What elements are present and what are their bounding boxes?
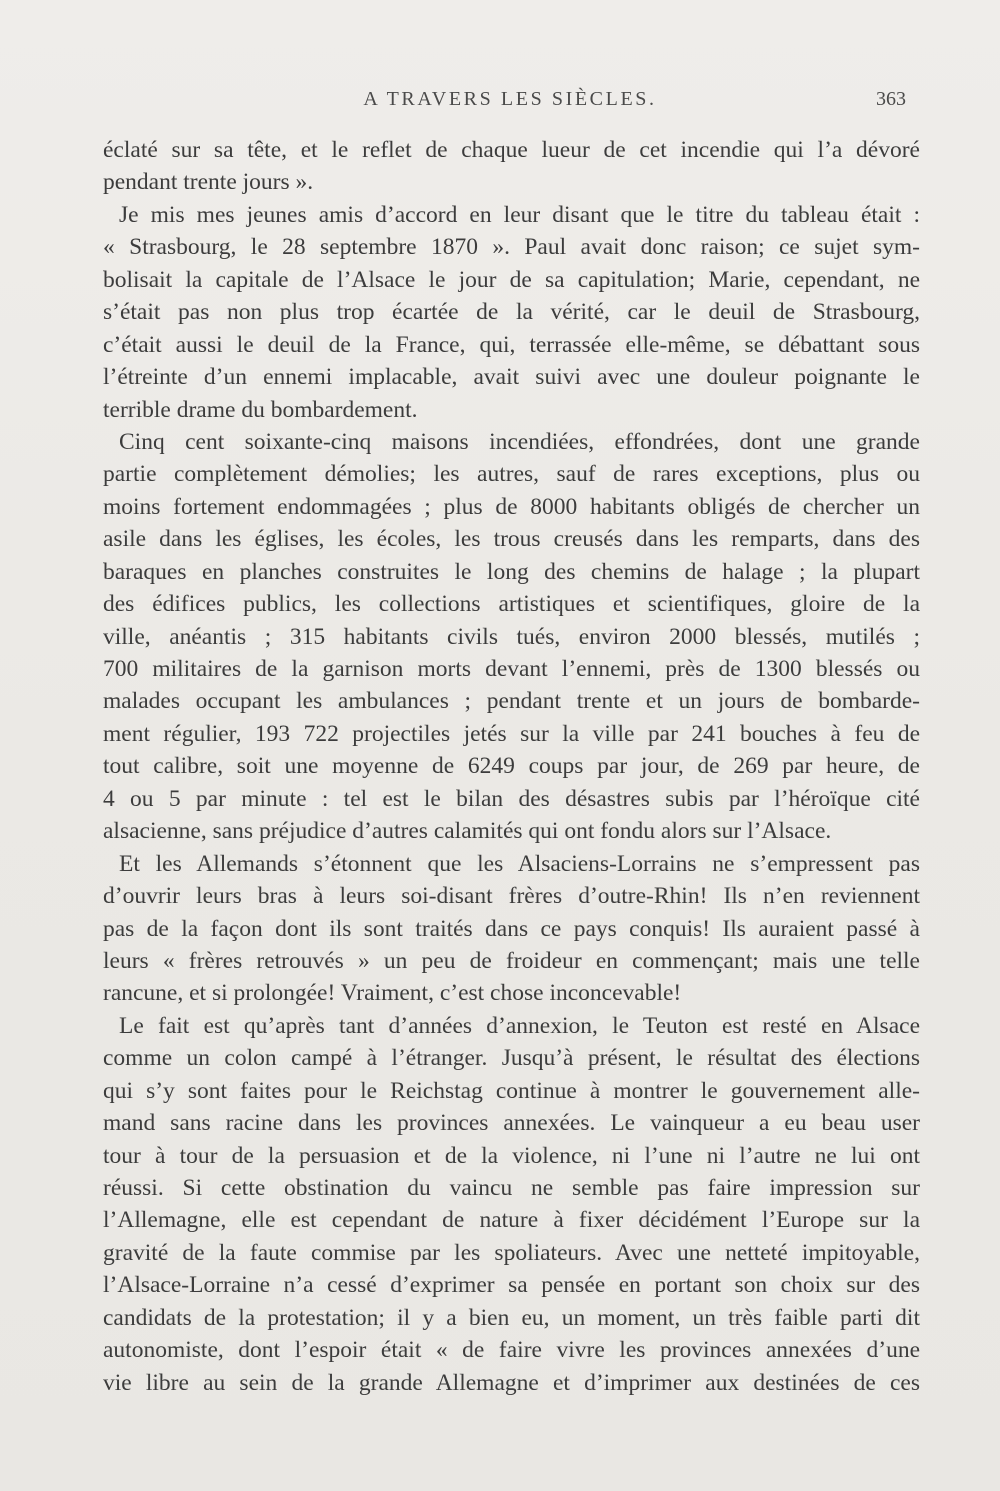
text-line: candidats de la protestation; il y a bien eu, un moment, un très faible parti dit: [103, 1304, 920, 1331]
text-line: Cinq cent soixante-cinq maisons incendiées, effondrées, dont une grande: [119, 428, 920, 455]
running-title: A TRAVERS LES SIÈCLES.: [363, 88, 657, 110]
text-line: l’Allemagne, elle est cependant de nature à fixer décidément l’Europe sur la: [103, 1207, 920, 1234]
text-line: ment régulier, 193 722 projectiles jetés sur la ville par 241 bouches à feu de: [103, 720, 920, 747]
running-head: [0, 88, 1000, 118]
text-line: Et les Allemands s’étonnent que les Alsaciens-Lorrains ne s’empressent pas: [119, 850, 920, 877]
text-line: qui s’y sont faites pour le Reichstag continue à montrer le gouvernement alle-: [103, 1077, 920, 1104]
body-text: [103, 134, 920, 1399]
text-line: 4 ou 5 par minute : tel est le bilan des désastres subis par l’héroïque cité: [103, 785, 920, 812]
text-line: moins fortement endommagées ; plus de 8000 habitants obligés de chercher un: [103, 493, 920, 520]
text-line: tour à tour de la persuasion et de la violence, ni l’une ni l’autre ne lui ont: [103, 1142, 920, 1169]
text-line: comme un colon campé à l’étranger. Jusqu’à présent, le résultat des élections: [103, 1045, 920, 1072]
text-line: alsacienne, sans préjudice d’autres calamités qui ont fondu alors sur l’Alsace.: [103, 818, 832, 845]
text-line: malades occupant les ambulances ; pendant trente et un jours de bombarde-: [103, 688, 920, 715]
text-line: Le fait est qu’après tant d’années d’annexion, le Teuton est resté en Alsace: [119, 1012, 920, 1039]
text-line: l’Alsace-Lorraine n’a cessé d’exprimer sa pensée en portant son choix sur des: [103, 1272, 920, 1299]
text-line: 700 militaires de la garnison morts devant l’ennemi, près de 1300 blessés ou: [103, 656, 920, 682]
text-line: mand sans racine dans les provinces annexées. Le vainqueur a eu beau user: [103, 1110, 920, 1137]
text-line: l’étreinte d’un ennemi implacable, avait suivi avec une douleur poignante le: [103, 364, 920, 391]
text-line: ville, anéantis ; 315 habitants civils tués, environ 2000 blessés, mutilés ;: [103, 623, 920, 650]
text-line: gravité de la faute commise par les spoliateurs. Avec une netteté impitoyable,: [103, 1239, 920, 1266]
text-line: des édifices publics, les collections artistiques et scientifiques, gloire de la: [103, 591, 920, 618]
text-line: asile dans les églises, les écoles, les trous creusés dans les remparts, dans des: [103, 526, 920, 553]
text-line: autonomiste, dont l’espoir était « de faire vivre les provinces annexées d’une: [103, 1337, 920, 1364]
text-line: bolisait la capitale de l’Alsace le jour de sa capitulation; Marie, cependant, ne: [103, 266, 920, 293]
text-line: tout calibre, soit une moyenne de 6249 coups par jour, de 269 par heure, de: [103, 753, 920, 780]
text-line: réussi. Si cette obstination du vaincu ne semble pas faire impression sur: [103, 1175, 920, 1201]
text-line: s’était pas non plus trop écartée de la vérité, car le deuil de Strasbourg,: [103, 299, 920, 326]
text-line: c’était aussi le deuil de la France, qui, terrassée elle-même, se débattant sous: [103, 331, 920, 358]
text-line: pas de la façon dont ils sont traités dans ce pays conquis! Ils auraient passé à: [103, 915, 920, 942]
text-line: pendant trente jours ».: [103, 169, 314, 196]
text-line: terrible drame du bombardement.: [103, 396, 418, 423]
text-line: éclaté sur sa tête, et le reflet de chaque lueur de cet incendie qui l’a dévoré: [103, 137, 920, 163]
text-line: rancune, et si prolongée! Vraiment, c’est chose inconcevable!: [103, 980, 682, 1007]
text-line: leurs « frères retrouvés » un peu de froideur en commençant; mais une telle: [103, 947, 920, 974]
text-line: « Strasbourg, le 28 septembre 1870 ». Paul avait donc raison; ce sujet sym-: [103, 234, 920, 261]
text-line: vie libre au sein de la grande Allemagne et d’imprimer aux destinées de ces: [103, 1369, 920, 1396]
text-line: baraques en planches construites le long des chemins de halage ; la plupart: [103, 558, 920, 585]
text-line: Je mis mes jeunes amis d’accord en leur disant que le titre du tableau était :: [119, 201, 920, 228]
page-number: 363: [876, 88, 906, 110]
text-line: partie complètement démolies; les autres, sauf de rares exceptions, plus ou: [103, 461, 920, 488]
text-line: d’ouvrir leurs bras à leurs soi-disant frères d’outre-Rhin! Ils n’en reviennent: [103, 883, 920, 910]
